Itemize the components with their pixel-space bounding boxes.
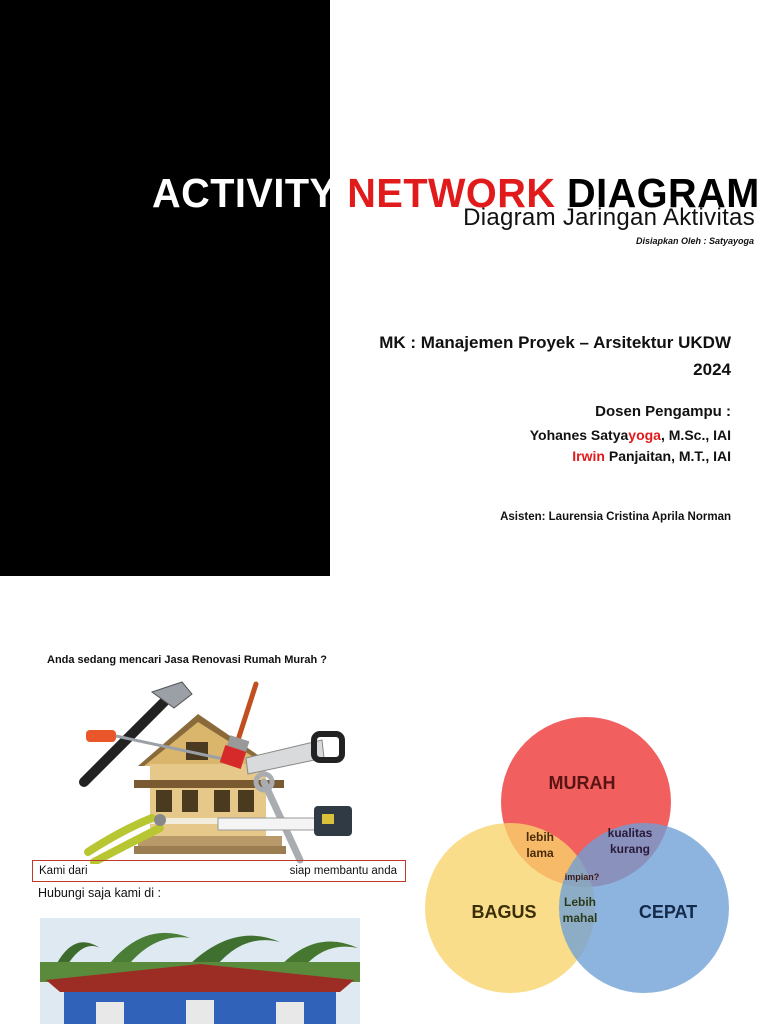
contact-banner: [32, 860, 406, 882]
venn-label-kualitas-1: kualitas: [607, 826, 653, 840]
course-name: MK : Manajemen Proyek – Arsitektur UKDW: [379, 333, 731, 352]
lecturer-1-highlight: yoga: [628, 427, 661, 443]
venn-label-bagus: BAGUS: [471, 902, 537, 922]
slide-subtitle: Diagram Jaringan Aktivitas: [463, 204, 755, 231]
title-word-diagram: DIAGRAM: [567, 170, 760, 216]
venn-label-lebih-lama-2: lama: [526, 846, 554, 860]
prepared-by: Disiapkan Oleh : Satyayoga: [635, 236, 754, 246]
title-word-activity: ACTIVITY: [152, 170, 336, 216]
title-word-network: NETWORK: [347, 170, 556, 216]
renovation-slide: [0, 620, 768, 1024]
house-photo: [40, 918, 360, 1024]
venn-label-kualitas-2: kurang: [609, 842, 651, 856]
black-panel: [0, 0, 330, 576]
venn-label-murah: MURAH: [548, 773, 616, 793]
venn-label-cepat: CEPAT: [638, 902, 698, 922]
course-year: 2024: [693, 360, 731, 379]
lecturer-2-highlight: Irwin: [572, 448, 605, 464]
lecturer-1-part1: Yohanes Satya: [529, 427, 629, 443]
lecturer-2-rest: Panjaitan, M.T., IAI: [604, 448, 731, 464]
lecturer-1: [530, 427, 731, 443]
contact-left-text: Kami dari: [39, 865, 88, 877]
call-us-text: Hubungi saja kami di :: [38, 886, 161, 900]
venn-label-lebih-lama-1: lebih: [525, 830, 555, 844]
contact-right-text: siap membantu anda: [289, 865, 397, 877]
lecturer-1-part3: , M.Sc., IAI: [660, 427, 731, 443]
saw-icon: [246, 734, 342, 774]
renovation-illustration: [78, 678, 358, 864]
lecturer-2: [572, 448, 731, 464]
assistant-name: Asisten: Laurensia Cristina Aprila Norman: [500, 511, 731, 523]
venn-diagram: [424, 716, 744, 1006]
venn-label-lebih-mahal-2: mahal: [562, 911, 598, 925]
venn-label-lebih-mahal-1: Lebih: [564, 895, 596, 909]
venn-label-impian: impian?: [564, 872, 600, 882]
ad-question: Anda sedang mencari Jasa Renovasi Rumah Murah ?: [47, 654, 327, 666]
lecturer-label: Dosen Pengampu :: [595, 403, 731, 420]
